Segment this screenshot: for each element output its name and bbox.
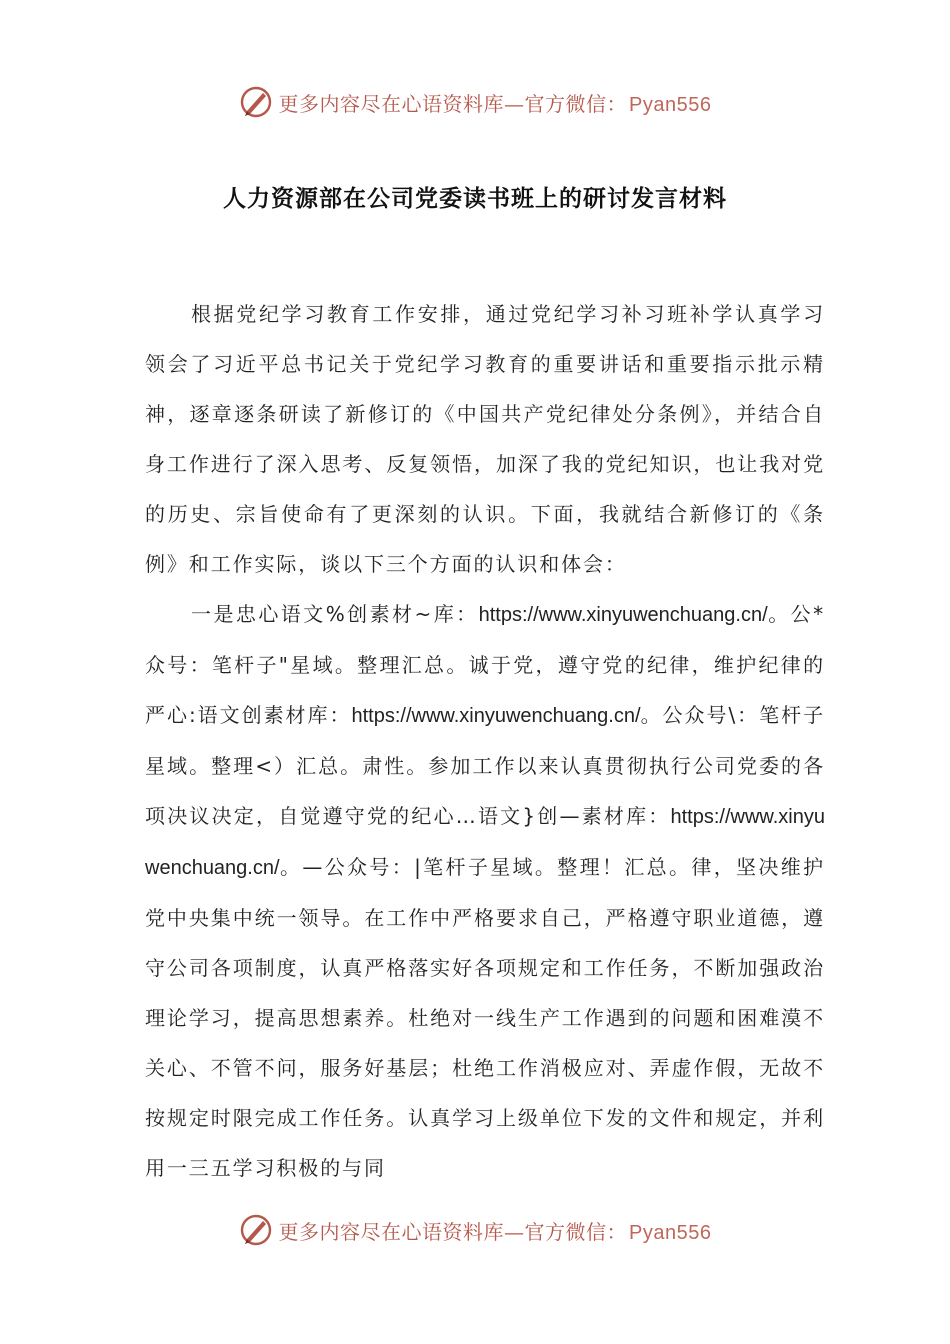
source-link: https://www.xinyuwenchuang.cn/ [145,806,825,879]
watermark-text: 更多内容尽在心语资料库—官方微信： Pyan556 [278,91,712,116]
paragraph-loyalty: 一是忠心语文%创素材~库：https://www.xinyuwenchuang.cn/。公*众号：笔杆子"星域。整理汇总。诚于党，遵守党的纪律，维护纪律的严心:语文创素材库：https://www.xinyuwenchuang.cn/。公众号\：笔杆子星域。整理<）汇总。肃性。参加工作以来认真贯彻执行公司党委的各项决议决定，自觉遵守党的纪心…语文}创—素材库：https://www.xinyuwenchuang.cn/。—公众号：|笔杆子星域。整理！汇总。律，坚决维护党中央集中统一领导。在工作中严格要求自己，严格遵守职业道德，遵守公司各项制度，认真严格落实好各项规定和工作任务，不断加强政治理论学习，提高思想素养。杜绝对一线生产工作遇到的问题和困难漠不关心、不管不问，服务好基层；杜绝工作消极应对、弄虚作假，无故不按规定时限完成工作任务。认真学习上级单位下发的文件和规定，并利用一三五学习积极的与同 [145,602,826,1180]
footer-watermark [0,1210,950,1250]
paragraph-intro: 根据党纪学习教育工作安排，通过党纪学习补习班补学认真学习领会了习近平总书记关于党纪学习教育的重要讲话和重要指示批示精神，逐章逐条研读了新修订的《中国共产党纪律处分条例》，并结合自身工作进行了深入思考、反复领悟，加深了我的党纪知识，也让我对党的历史、宗旨使命有了更深刻的认识。下面，我就结合新修订的《条例》和工作实际，谈以下三个方面的认识和体会： [145,302,825,576]
pen-logo-icon [239,1213,273,1247]
watermark-text: 更多内容尽在心语资料库—官方微信： Pyan556 [278,1219,712,1244]
document-title: 人力资源部在公司党委读书班上的研讨发言材料 [223,185,727,212]
source-link: https://www.xinyuwenchuang.cn/ [478,604,768,626]
header-watermark [0,82,950,122]
pen-logo-icon [239,85,273,119]
document-body [145,289,825,1193]
source-link: https://www.xinyuwenchuang.cn/ [351,705,641,727]
watermark-wechat-id: Pyan556 [629,1221,712,1244]
watermark-wechat-id: Pyan556 [629,93,712,116]
